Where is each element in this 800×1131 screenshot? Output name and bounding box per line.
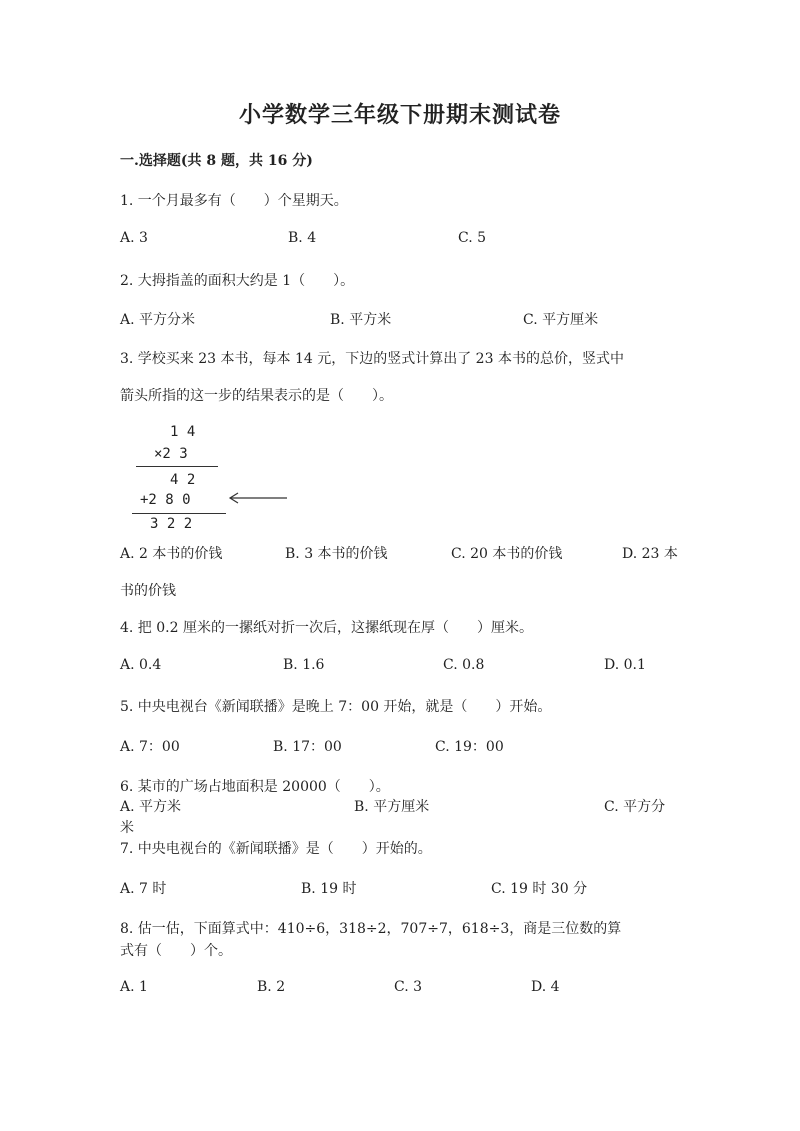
q4-option-b[interactable]: B. 1.6 <box>283 657 325 673</box>
q7-option-a[interactable]: A. 7 时 <box>120 881 167 897</box>
calc-line-1: 1 4 <box>170 424 196 440</box>
q6-option-b[interactable]: B. 平方厘米 <box>354 799 430 815</box>
calc-line-5: 3 2 2 <box>150 516 193 532</box>
q3-option-b[interactable]: B. 3 本书的价钱 <box>285 546 388 562</box>
q6-option-a[interactable]: A. 平方米 <box>120 799 182 815</box>
q7-option-c[interactable]: C. 19 时 30 分 <box>491 881 588 897</box>
question-6-stem: 6. 某市的广场占地面积是 20000（ ）。 <box>120 779 390 795</box>
arrow-icon <box>226 490 290 506</box>
q1-option-b[interactable]: B. 4 <box>288 230 317 246</box>
calc-line-3: 4 2 <box>170 472 196 488</box>
calc-line-2: ×2 3 <box>154 446 188 462</box>
calc-rule-1 <box>136 466 218 467</box>
question-5-stem: 5. 中央电视台《新闻联播》是晚上 7：00 开始，就是（ ）开始。 <box>120 699 552 715</box>
question-4-stem: 4. 把 0.2 厘米的一摞纸对折一次后，这摞纸现在厚（ ）厘米。 <box>120 620 533 636</box>
section-heading: 一.选择题(共 8 题，共 16 分) <box>120 153 313 169</box>
q8-option-c[interactable]: C. 3 <box>394 979 423 995</box>
q6-option-c-cont: 米 <box>120 820 134 836</box>
q2-option-a[interactable]: A. 平方分米 <box>120 312 196 328</box>
q6-option-c[interactable]: C. 平方分 <box>604 799 666 815</box>
q5-option-b[interactable]: B. 17：00 <box>273 739 342 755</box>
question-1-stem: 1. 一个月最多有（ ）个星期天。 <box>120 193 348 209</box>
q1-option-c[interactable]: C. 5 <box>458 230 487 246</box>
question-7-stem: 7. 中央电视台的《新闻联播》是（ ）开始的。 <box>120 841 432 857</box>
q4-option-d[interactable]: D. 0.1 <box>604 657 646 673</box>
q2-option-b[interactable]: B. 平方米 <box>330 312 392 328</box>
question-8-stem-cont: 式有（ ）个。 <box>120 943 232 959</box>
q4-option-a[interactable]: A. 0.4 <box>120 657 162 673</box>
q8-option-d[interactable]: D. 4 <box>531 979 560 995</box>
question-3-stem: 3. 学校买来 23 本书，每本 14 元，下边的竖式计算出了 23 本书的总价，竖式中 <box>120 351 624 367</box>
calc-line-4: +2 8 0 <box>140 492 191 508</box>
q3-option-a[interactable]: A. 2 本书的价钱 <box>120 546 223 562</box>
vertical-calculation <box>128 420 298 538</box>
q2-option-c[interactable]: C. 平方厘米 <box>523 312 599 328</box>
q3-option-d-cont: 书的价钱 <box>120 583 176 599</box>
q8-option-a[interactable]: A. 1 <box>120 979 148 995</box>
q5-option-c[interactable]: C. 19：00 <box>435 739 504 755</box>
question-8-stem: 8. 估一估，下面算式中：410÷6，318÷2，707÷7，618÷3，商是三位数的算 <box>120 921 622 937</box>
q7-option-b[interactable]: B. 19 时 <box>301 881 357 897</box>
q1-option-a[interactable]: A. 3 <box>120 230 148 246</box>
question-3-stem-cont: 箭头所指的这一步的结果表示的是（ ）。 <box>120 388 393 404</box>
q5-option-a[interactable]: A. 7：00 <box>120 739 180 755</box>
question-2-stem: 2. 大拇指盖的面积大约是 1（ ）。 <box>120 273 355 289</box>
q3-option-c[interactable]: C. 20 本书的价钱 <box>451 546 563 562</box>
page-title: 小学数学三年级下册期末测试卷 <box>238 102 561 128</box>
calc-rule-2 <box>132 513 226 514</box>
q8-option-b[interactable]: B. 2 <box>257 979 286 995</box>
q3-option-d[interactable]: D. 23 本 <box>622 546 678 562</box>
q4-option-c[interactable]: C. 0.8 <box>443 657 485 673</box>
